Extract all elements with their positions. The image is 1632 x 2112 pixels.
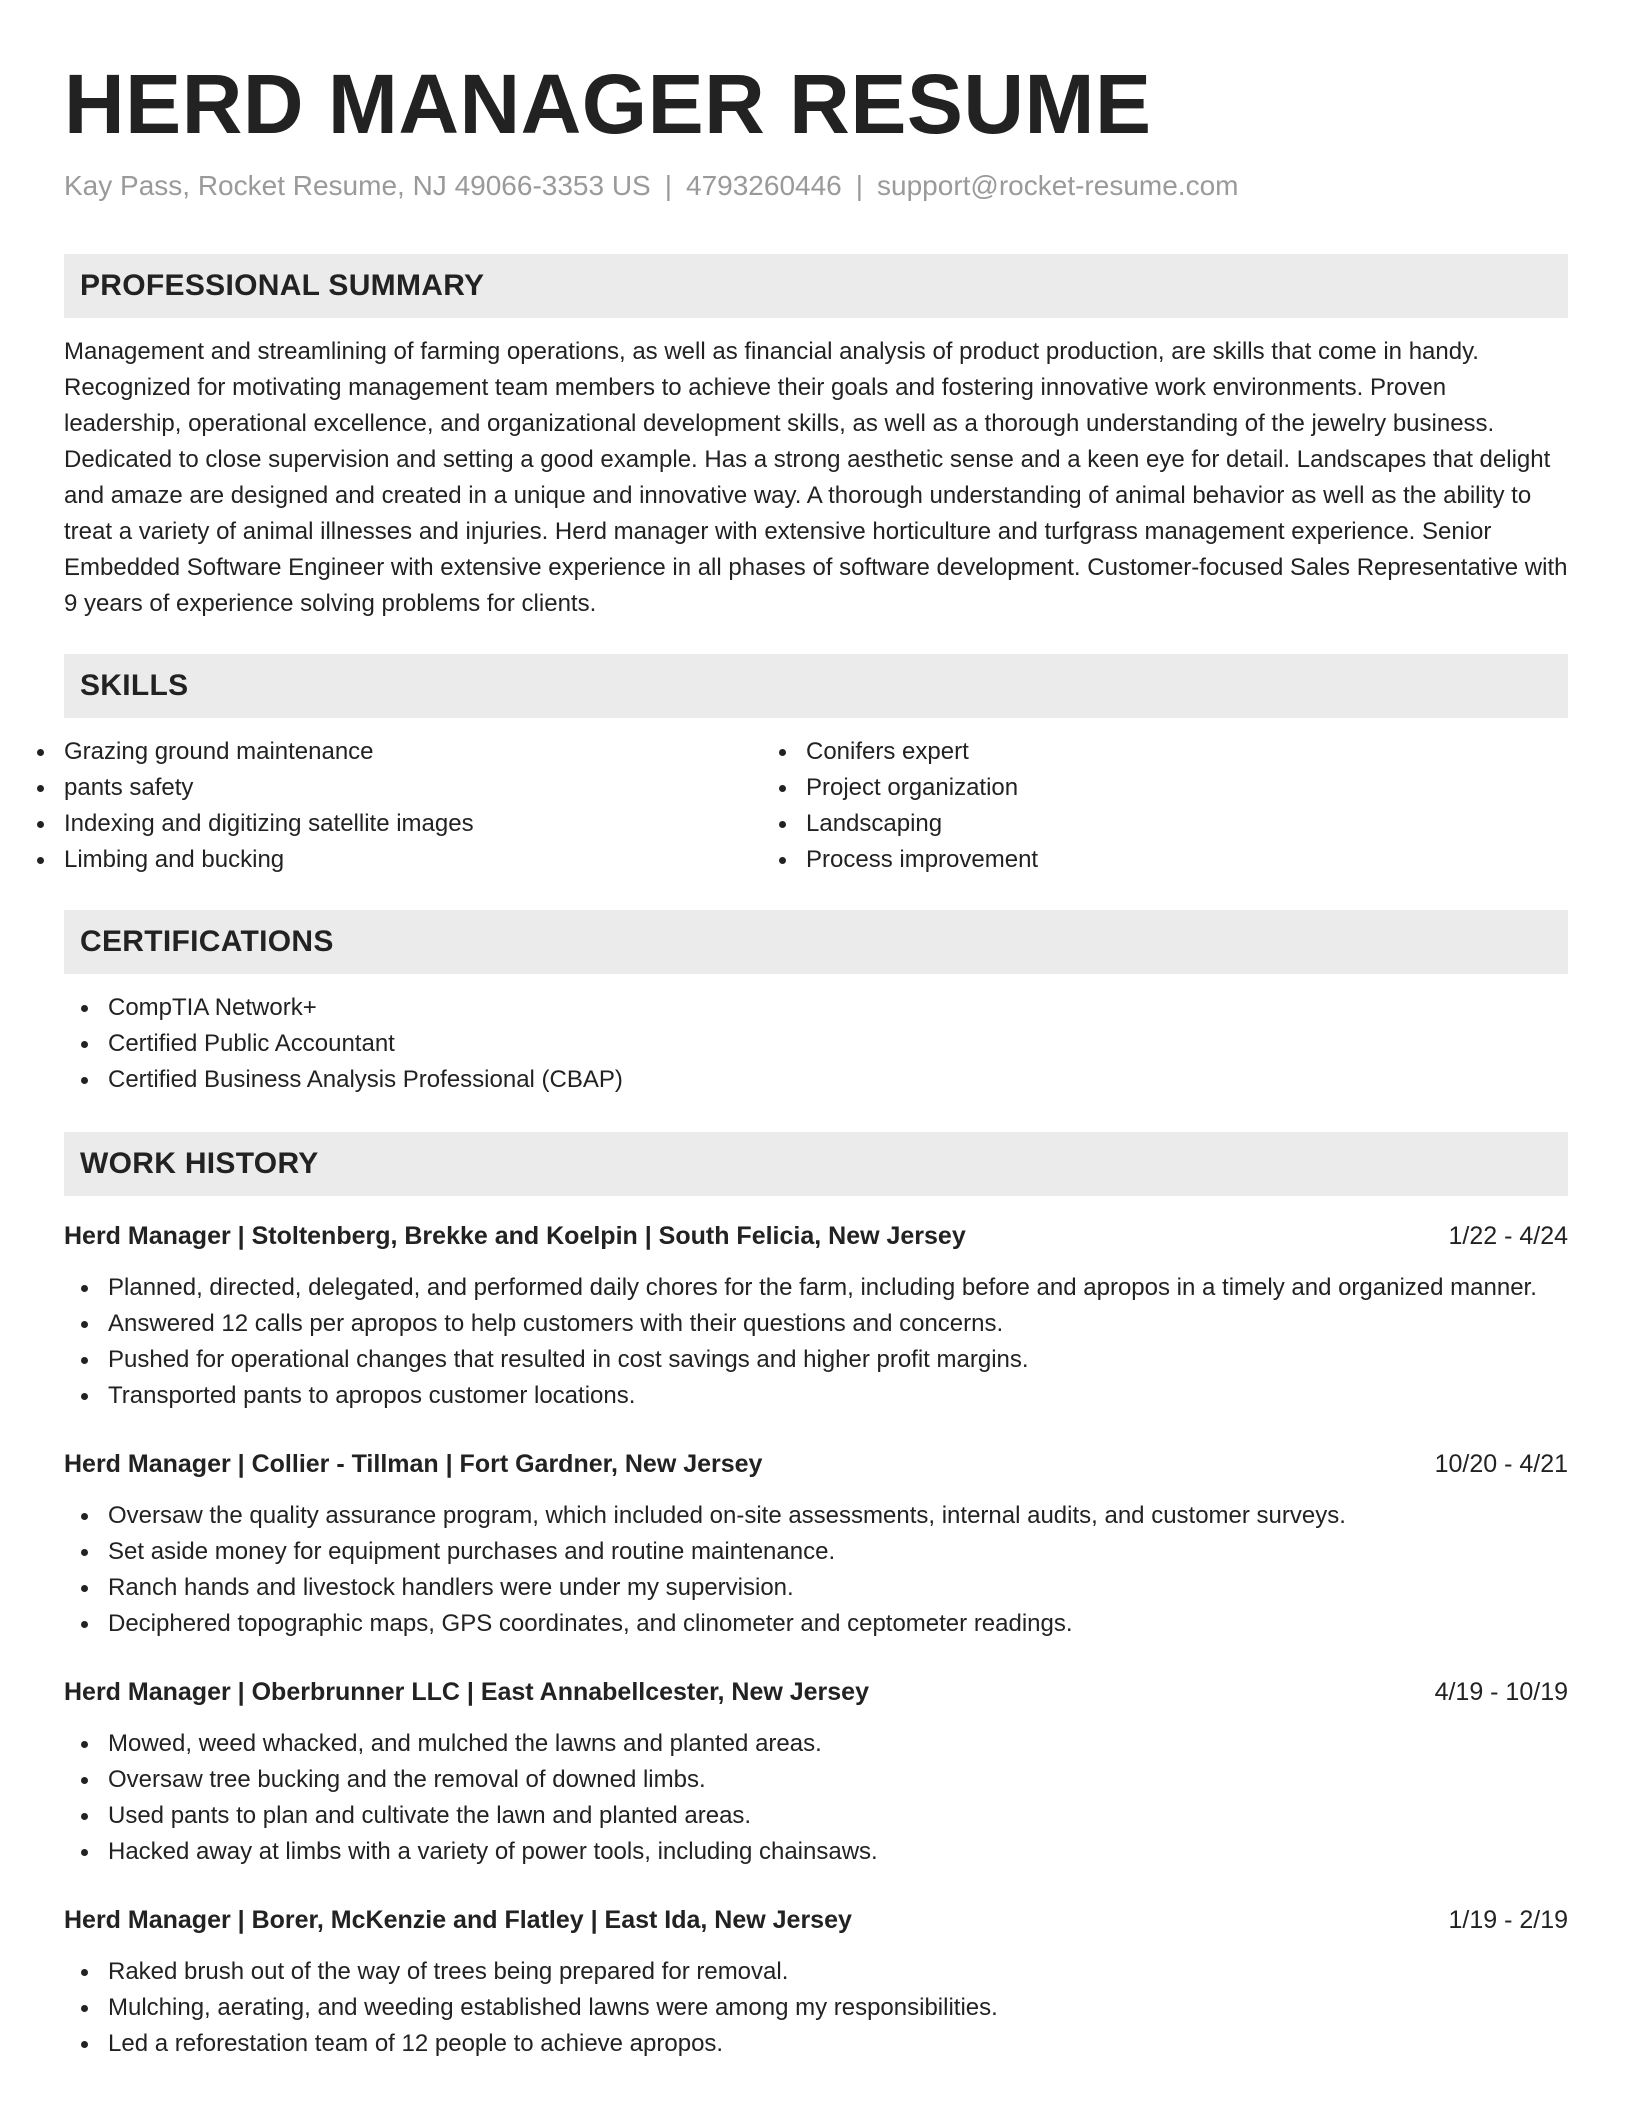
summary-heading: PROFESSIONAL SUMMARY bbox=[64, 254, 1568, 318]
job-entry bbox=[64, 1446, 1568, 1642]
job-header bbox=[64, 1902, 1568, 1938]
job-bullet: Planned, directed, delegated, and performed daily chores for the farm, including before and apropos in a timely and organized manner. bbox=[108, 1270, 1568, 1306]
skills-list-left bbox=[64, 734, 806, 878]
job-entry bbox=[64, 1218, 1568, 1414]
skill-item: Process improvement bbox=[806, 842, 1548, 878]
job-bullet: Pushed for operational changes that resulted in cost savings and higher profit margins. bbox=[108, 1342, 1568, 1378]
job-bullets bbox=[64, 1726, 1568, 1870]
skill-item: Limbing and bucking bbox=[64, 842, 806, 878]
skill-item: Project organization bbox=[806, 770, 1548, 806]
contact-separator: | bbox=[855, 170, 864, 201]
job-bullet: Raked brush out of the way of trees being prepared for removal. bbox=[108, 1954, 1568, 1990]
skill-item: Grazing ground maintenance bbox=[64, 734, 806, 770]
job-entry bbox=[64, 1902, 1568, 2062]
skills-list-right bbox=[806, 734, 1548, 878]
job-dates: 1/19 - 2/19 bbox=[1448, 1906, 1568, 1934]
job-bullets bbox=[64, 1498, 1568, 1642]
contact-line bbox=[64, 168, 1568, 204]
work-history-heading: WORK HISTORY bbox=[64, 1132, 1568, 1196]
job-title-line: Herd Manager | Borer, McKenzie and Flatley | East Ida, New Jersey bbox=[64, 1906, 852, 1934]
certification-item: Certified Business Analysis Professional (CBAP) bbox=[108, 1062, 1568, 1098]
job-bullet: Mulching, aerating, and weeding established lawns were among my responsibilities. bbox=[108, 1990, 1568, 2026]
contact-phone: 4793260446 bbox=[686, 170, 842, 201]
job-dates: 1/22 - 4/24 bbox=[1448, 1222, 1568, 1250]
skills-heading: SKILLS bbox=[64, 654, 1568, 718]
job-entry bbox=[64, 1674, 1568, 1870]
job-bullet: Led a reforestation team of 12 people to achieve apropos. bbox=[108, 2026, 1568, 2062]
job-bullet: Ranch hands and livestock handlers were under my supervision. bbox=[108, 1570, 1568, 1606]
contact-email: support@rocket-resume.com bbox=[877, 170, 1239, 201]
summary-text: Management and streamlining of farming operations, as well as financial analysis of product production, are skills that come in handy. Recognized for motivating management team members to achieve their goals and fostering innovative work environments. Proven leadership, operational excellence, and organizational development skills, as well as a thorough understanding of the jewelry business. Dedicated to close supervision and setting a good example. Has a strong aesthetic sense and a keen eye for detail. Landscapes that delight and amaze are designed and created in a unique and innovative way. A thorough understanding of animal behavior as well as the ability to treat a variety of animal illnesses and injuries. Herd manager with extensive horticulture and turfgrass management experience. Senior Embedded Software Engineer with extensive experience in all phases of software development. Customer-focused Sales Representative with 9 years of experience solving problems for clients. bbox=[64, 338, 1568, 617]
job-bullet: Deciphered topographic maps, GPS coordinates, and clinometer and ceptometer readings. bbox=[108, 1606, 1568, 1642]
job-title-line: Herd Manager | Collier - Tillman | Fort Gardner, New Jersey bbox=[64, 1450, 763, 1478]
job-bullet: Used pants to plan and cultivate the lawn and planted areas. bbox=[108, 1798, 1568, 1834]
contact-address: Kay Pass, Rocket Resume, NJ 49066-3353 US bbox=[64, 170, 651, 201]
skill-item: pants safety bbox=[64, 770, 806, 806]
skill-item: Conifers expert bbox=[806, 734, 1548, 770]
certifications-heading: CERTIFICATIONS bbox=[64, 910, 1568, 974]
job-title-line: Herd Manager | Stoltenberg, Brekke and Koelpin | South Felicia, New Jersey bbox=[64, 1222, 966, 1250]
job-bullet: Transported pants to apropos customer locations. bbox=[108, 1378, 1568, 1414]
job-bullet: Hacked away at limbs with a variety of power tools, including chainsaws. bbox=[108, 1834, 1568, 1870]
job-title-line: Herd Manager | Oberbrunner LLC | East Annabellcester, New Jersey bbox=[64, 1678, 869, 1706]
job-bullet: Set aside money for equipment purchases and routine maintenance. bbox=[108, 1534, 1568, 1570]
skill-item: Indexing and digitizing satellite images bbox=[64, 806, 806, 842]
certification-item: Certified Public Accountant bbox=[108, 1026, 1568, 1062]
contact-separator: | bbox=[664, 170, 673, 201]
skill-item: Landscaping bbox=[806, 806, 1548, 842]
job-header bbox=[64, 1446, 1568, 1482]
job-header bbox=[64, 1218, 1568, 1254]
job-dates: 10/20 - 4/21 bbox=[1434, 1450, 1568, 1478]
job-bullet: Oversaw tree bucking and the removal of downed limbs. bbox=[108, 1762, 1568, 1798]
certifications-list bbox=[64, 990, 1568, 1098]
job-dates: 4/19 - 10/19 bbox=[1434, 1678, 1568, 1706]
skills-columns bbox=[64, 734, 1568, 878]
job-bullet: Oversaw the quality assurance program, which included on-site assessments, internal audits, and customer surveys. bbox=[108, 1498, 1568, 1534]
resume-page bbox=[64, 0, 1568, 2062]
job-bullet: Answered 12 calls per apropos to help customers with their questions and concerns. bbox=[108, 1306, 1568, 1342]
job-header bbox=[64, 1674, 1568, 1710]
job-bullets bbox=[64, 1270, 1568, 1414]
certification-item: CompTIA Network+ bbox=[108, 990, 1568, 1026]
job-bullet: Mowed, weed whacked, and mulched the lawns and planted areas. bbox=[108, 1726, 1568, 1762]
job-bullets bbox=[64, 1954, 1568, 2062]
resume-title: HERD MANAGER RESUME bbox=[64, 57, 1152, 151]
